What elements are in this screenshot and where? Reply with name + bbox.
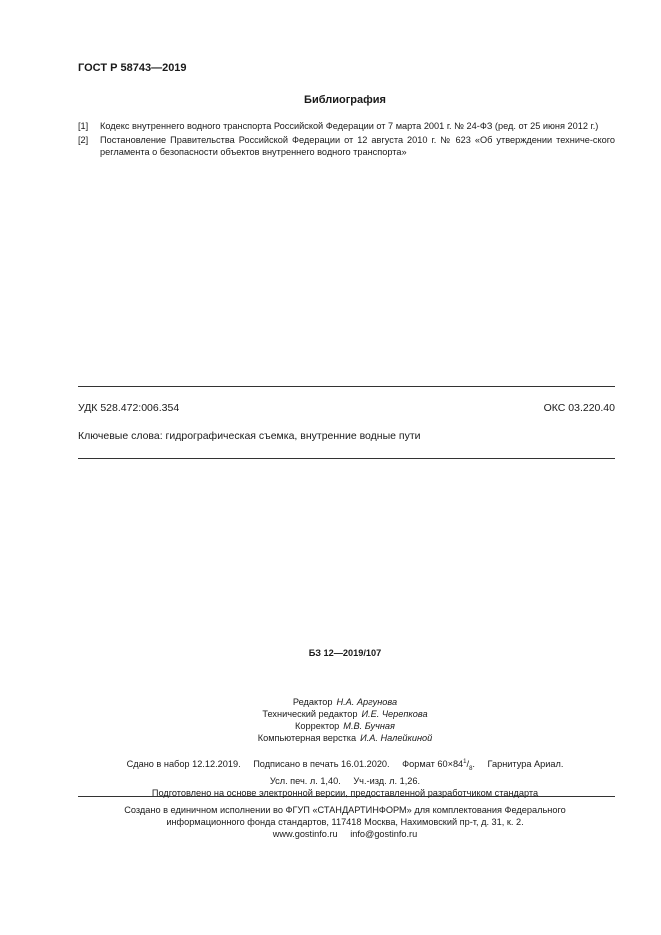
footer-contacts [0, 828, 661, 840]
bibliography-list [78, 120, 615, 160]
oks-code: ОКС 03.220.40 [543, 402, 615, 414]
submitted-date: Сдано в набор 12.12.2019. [126, 759, 241, 770]
bibliography-item-text: Кодекс внутреннего водного транспорта Российской Федерации от 7 марта 2001 г. № 24-ФЗ (ред. от 25 июня 2012 г.) [100, 121, 599, 131]
corrector-label: Корректор [295, 721, 340, 731]
bibliography-item-number: [1] [78, 121, 89, 131]
paper-format: Формат $60\times 84^1/_8$. [402, 759, 475, 772]
print-sheets: Усл. печ. л. 1,40. [269, 775, 341, 786]
tech-editor-name: И.Е. Черепкова [361, 709, 428, 719]
keywords: Ключевые слова: гидрографическая съемка, внутренние водные пути [78, 430, 421, 442]
udk-code: УДК 528.472:006.354 [78, 402, 180, 414]
bibliography-item [78, 120, 615, 132]
bibliography-item-text: Постановление Правительства Российской Федерации от 12 августа 2010 г. № 623 «Об утверждении техниче-ского регламента о безопасности объектов внутреннего водного транспорта» [100, 135, 615, 157]
bz-number: БЗ 12—2019/107 [308, 648, 382, 658]
layout-line [0, 732, 661, 744]
tech-editor-line [0, 708, 661, 720]
print-info-line-2 [0, 775, 661, 787]
footer-line-1: Создано в единичном исполнении во ФГУП «СТАНДАРТИНФОРМ» для комплектования Федерального [124, 805, 566, 815]
staff-block [0, 696, 661, 744]
divider-bottom [78, 458, 615, 459]
bibliography-item [78, 134, 615, 158]
print-info [0, 756, 661, 799]
divider-top [78, 386, 615, 387]
footer-line-2: информационного фонда стандартов, 117418 Москва, Нахимовский пр-т, д. 31, к. 2. [166, 817, 524, 827]
editor-name: Н.А. Аргунова [336, 697, 398, 707]
bibliography-item-number: [2] [78, 135, 89, 145]
divider-footer [78, 796, 615, 797]
corrector-name: М.В. Бучная [343, 721, 395, 731]
email-link[interactable]: info@gostinfo.ru [350, 829, 418, 839]
bibliography-title: Библиография [304, 94, 386, 106]
website-link[interactable]: www.gostinfo.ru [272, 829, 338, 839]
footer [0, 804, 661, 840]
layout-label: Компьютерная верстка [257, 733, 357, 743]
editor-label: Редактор [292, 697, 333, 707]
print-info-line-1 [0, 756, 661, 775]
prepared-note: Подготовлено на основе электронной версии, предоставленной разработчиком стандарта [151, 787, 539, 798]
typeface: Гарнитура Ариал. [487, 759, 564, 770]
publisher-sheets: Уч.-изд. л. 1,26. [353, 775, 421, 786]
standard-code: ГОСТ Р 58743—2019 [78, 62, 187, 74]
editor-line [0, 696, 661, 708]
corrector-line [0, 720, 661, 732]
signed-date: Подписано в печать 16.01.2020. [253, 759, 390, 770]
layout-name: И.А. Налейкиной [360, 733, 433, 743]
tech-editor-label: Технический редактор [262, 709, 358, 719]
